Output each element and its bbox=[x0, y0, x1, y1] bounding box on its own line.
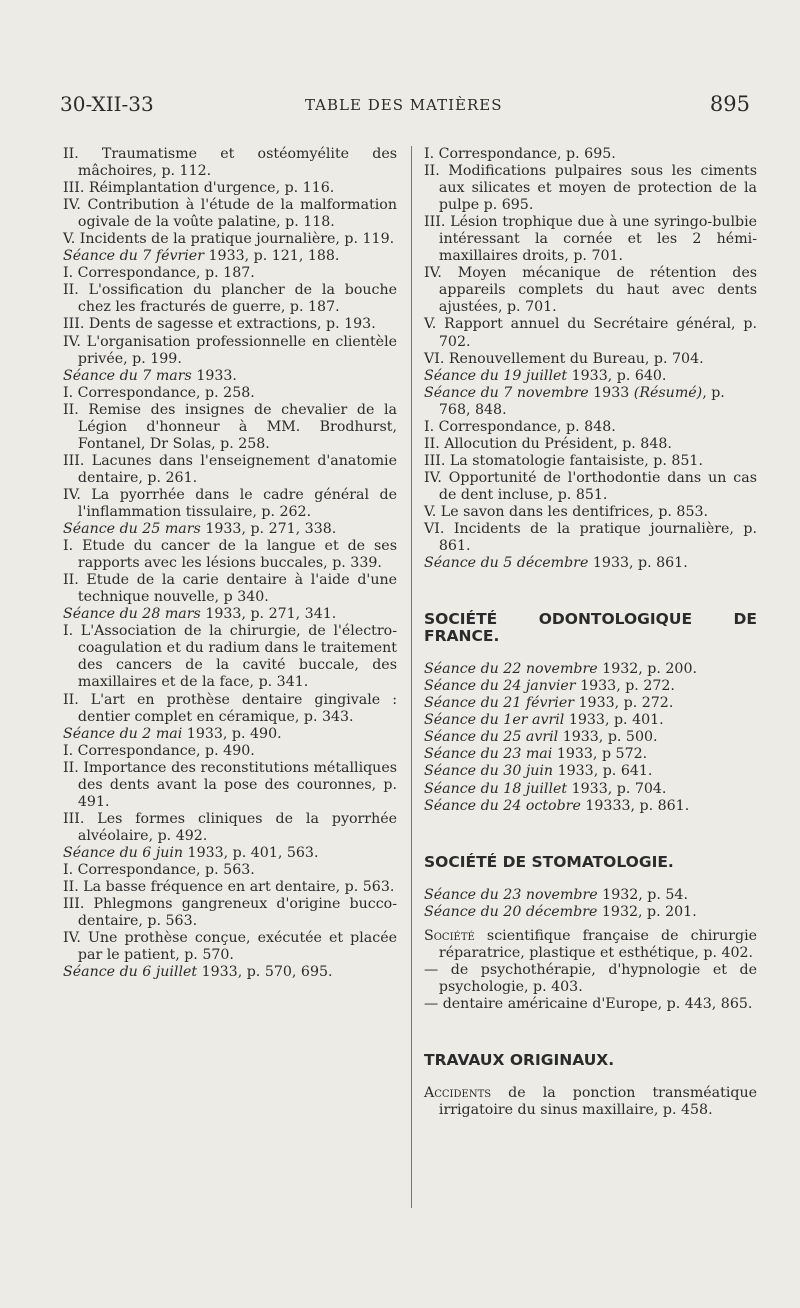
index-entry: III. Phlegmons gangreneux d'origine bucco-dentaire, p. 563. bbox=[63, 896, 397, 930]
seance-pages-extra: , p. 768, 848. bbox=[438, 384, 725, 418]
index-entry: I. Correspondance, p. 258. bbox=[63, 384, 255, 401]
index-entry: III. Réimplantation d'urgence, p. 116. bbox=[63, 180, 335, 197]
seance-date-label: Séance du 5 décembre bbox=[424, 555, 589, 572]
seance-pages: 1933, p. 641. bbox=[553, 763, 653, 780]
index-entry: VI. Incidents de la pratique journalière, p. 861. bbox=[424, 521, 757, 555]
seance-pages: 1933. bbox=[191, 367, 237, 384]
index-entry: VI. Renouvellement du Bureau, p. 704. bbox=[424, 350, 704, 367]
seance-heading bbox=[424, 887, 757, 904]
index-entry: II. Remise des insignes de chevalier de la Légion d'honneur à MM. Brodhurst, Fontanel, Dr Solas, p. 258. bbox=[63, 401, 397, 452]
index-entry: III. Les formes cliniques de la pyorrhée alvéolaire, p. 492. bbox=[63, 810, 397, 844]
seance-heading bbox=[424, 712, 757, 729]
seance-pages: 1933, p. 640. bbox=[567, 367, 667, 384]
seance-heading bbox=[424, 695, 757, 712]
seance-pages: 1933, p 572. bbox=[552, 746, 648, 763]
seance-date-label: Séance du 19 juillet bbox=[424, 367, 568, 384]
seance-heading bbox=[63, 248, 397, 265]
index-entry: IV. Contribution à l'étude de la malformation ogivale de la voûte palatine, p. 118. bbox=[63, 197, 397, 231]
seance-pages: 1932, p. 200. bbox=[597, 661, 697, 678]
seance-date-label: Séance du 21 février bbox=[424, 695, 575, 712]
entry-accidents bbox=[424, 1085, 757, 1119]
societe-sub-entry: — de psychothérapie, d'hypnologie et de psychologie, p. 403. bbox=[424, 961, 757, 995]
index-entry: V. Incidents de la pratique journalière, p. 119. bbox=[63, 231, 395, 248]
seance-pages: 1933, p. 401, 563. bbox=[183, 844, 319, 861]
seance-heading bbox=[424, 798, 757, 815]
seance-pages: 1933, p. 271, 338. bbox=[200, 521, 337, 538]
index-entry: III. Lacunes dans l'enseignement d'anatomie dentaire, p. 261. bbox=[63, 452, 397, 486]
index-entry: I. Correspondance, p. 695. bbox=[424, 146, 616, 162]
seance-date-label: Séance du 23 novembre bbox=[424, 886, 598, 903]
societe-sub-entries bbox=[424, 962, 757, 1013]
index-entry: II. Traumatisme et ostéomyélite des mâchoires, p. 112. bbox=[63, 146, 397, 180]
seance-date-label: Séance du 18 juillet bbox=[424, 780, 568, 797]
index-entry: I. Correspondance, p. 848. bbox=[424, 418, 616, 435]
index-entry: V. Le savon dans les dentifrices, p. 853. bbox=[424, 503, 709, 520]
seance-date-label: Séance du 25 mars bbox=[63, 521, 201, 538]
index-entry: II. L'art en prothèse dentaire gingivale : dentier complet en céramique, p. 343. bbox=[63, 691, 397, 725]
header-date: 30-XII-33 bbox=[60, 92, 154, 116]
column-divider bbox=[411, 146, 412, 1208]
index-entry: II. La basse fréquence en art dentaire, p. 563. bbox=[63, 879, 395, 896]
section-title-stomatologie: SOCIÉTÉ DE STOMATOLOGIE. bbox=[424, 852, 674, 871]
seance-pages: 1933, p. 490. bbox=[182, 725, 282, 742]
right-column-entries bbox=[424, 146, 757, 572]
section-title-travaux: TRAVAUX ORIGINAUX. bbox=[424, 1050, 615, 1069]
seance-date-label: Séance du 7 novembre bbox=[424, 384, 589, 401]
seance-date-label: Séance du 24 janvier bbox=[424, 678, 576, 695]
societe-smallcaps: Société bbox=[424, 927, 475, 944]
seance-date-label: Séance du 28 mars bbox=[63, 606, 201, 623]
seance-heading bbox=[63, 521, 397, 538]
index-entry: II. Etude de la carie dentaire à l'aide d'une technique nouvelle, p 340. bbox=[63, 572, 397, 606]
entry-societe-scientifique bbox=[424, 928, 757, 962]
left-column bbox=[63, 146, 397, 981]
seance-heading bbox=[424, 746, 757, 763]
seance-heading bbox=[63, 606, 397, 623]
index-entry: II. Modifications pulpaires sous les ciments aux silicates et moyen de protection de la pulpe p. 695. bbox=[424, 163, 757, 214]
seance-date-label: Séance du 22 novembre bbox=[424, 661, 598, 678]
societe-sub-entry: — dentaire américaine d'Europe, p. 443, 865. bbox=[424, 995, 753, 1012]
seance-date-label: Séance du 2 mai bbox=[63, 725, 183, 742]
seance-date-label: Séance du 20 décembre bbox=[424, 903, 598, 920]
seance-heading bbox=[424, 781, 757, 798]
seance-pages: 1933, p. 121, 188. bbox=[204, 248, 340, 265]
seance-pages: 1933, p. 272. bbox=[575, 678, 675, 695]
seance-pages: 1932, p. 54. bbox=[597, 886, 688, 903]
page-number: 895 bbox=[709, 92, 750, 116]
seance-note: (Résumé) bbox=[633, 384, 703, 401]
seance-heading bbox=[63, 964, 397, 981]
seance-heading bbox=[63, 726, 397, 743]
index-entry: III. Lésion trophique due à une syringo-bulbie intéressant la cornée et les 2 hémi-maxillaires droits, p. 701. bbox=[424, 214, 757, 265]
index-entry: I. L'Association de la chirurgie, de l'électro-coagulation et du radium dans le traitement des cancers de la cavité buccale, des maxillaires et de la face, p. 341. bbox=[63, 623, 397, 691]
seance-date-label: Séance du 7 février bbox=[63, 248, 204, 265]
seance-heading bbox=[424, 904, 757, 921]
index-entry: II. Importance des reconstitutions métalliques des dents avant la pose des couronnes, p. 491. bbox=[63, 759, 397, 810]
seance-pages: 1932, p. 201. bbox=[597, 903, 697, 920]
index-entry: IV. Une prothèse conçue, exécutée et placée par le patient, p. 570. bbox=[63, 930, 397, 964]
societe-text: scientifique française de chirurgie réparatrice, plastique et esthétique, p. 402. bbox=[438, 927, 757, 961]
seance-date-label: Séance du 6 juillet bbox=[63, 964, 198, 981]
stomatologie-seance-list bbox=[424, 887, 757, 921]
page-header bbox=[60, 92, 750, 122]
right-column bbox=[424, 146, 757, 1119]
seance-pages: 1933, p. 500. bbox=[558, 729, 658, 746]
index-entry: I. Correspondance, p. 563. bbox=[63, 861, 255, 878]
index-entry: III. La stomatologie fantaisiste, p. 851. bbox=[424, 452, 703, 469]
seance-pages: 1933, p. 570, 695. bbox=[197, 964, 333, 981]
index-entry: IV. La pyorrhée dans le cadre général de l'inflammation tissulaire, p. 262. bbox=[63, 486, 397, 520]
index-entry: II. L'ossification du plancher de la bouche chez les fracturés de guerre, p. 187. bbox=[63, 282, 397, 316]
index-entry: IV. Opportunité de l'orthodontie dans un cas de dent incluse, p. 851. bbox=[424, 469, 757, 503]
seance-heading bbox=[424, 368, 757, 385]
index-entry: IV. Moyen mécanique de rétention des appareils complets du haut avec dents ajustées, p. 701. bbox=[424, 265, 757, 316]
seance-heading bbox=[424, 385, 757, 419]
header-title: TABLE DES MATIÈRES bbox=[305, 96, 503, 114]
seance-date-label: Séance du 6 juin bbox=[63, 844, 184, 861]
index-entry: II. Allocution du Président, p. 848. bbox=[424, 435, 672, 452]
index-entry: I. Correspondance, p. 490. bbox=[63, 742, 255, 759]
seance-heading bbox=[424, 661, 757, 678]
seance-pages: 1933 bbox=[588, 384, 634, 401]
seance-pages: 1933, p. 861. bbox=[588, 555, 688, 572]
index-entry: I. Etude du cancer de la langue et de ses rapports avec les lésions buccales, p. 339. bbox=[63, 538, 397, 572]
index-entry: I. Correspondance, p. 187. bbox=[63, 265, 255, 282]
seance-pages: 1933, p. 704. bbox=[567, 780, 667, 797]
index-entry: IV. L'organisation professionnelle en clientèle privée, p. 199. bbox=[63, 333, 397, 367]
seance-date-label: Séance du 7 mars bbox=[63, 367, 192, 384]
seance-date-label: Séance du 25 avril bbox=[424, 729, 559, 746]
seance-heading bbox=[63, 845, 397, 862]
index-entry: V. Rapport annuel du Secrétaire général, p. 702. bbox=[424, 316, 757, 350]
seance-date-label: Séance du 23 mai bbox=[424, 746, 553, 763]
accidents-text: de la ponction transméatique irrigatoire du sinus maxillaire, p. 458. bbox=[438, 1084, 757, 1118]
seance-pages: 1933, p. 401. bbox=[564, 712, 664, 729]
seance-heading bbox=[424, 555, 757, 572]
seance-pages: 1933, p. 271, 341. bbox=[200, 606, 337, 623]
seance-heading bbox=[424, 678, 757, 695]
seance-heading bbox=[424, 729, 757, 746]
seance-pages: 19333, p. 861. bbox=[580, 797, 690, 814]
seance-date-label: Séance du 24 octobre bbox=[424, 797, 581, 814]
odontologique-seance-list bbox=[424, 661, 757, 814]
section-title-odontologique: SOCIÉTÉ ODONTOLOGIQUE DE FRANCE. bbox=[424, 610, 757, 646]
seance-date-label: Séance du 1er avril bbox=[424, 712, 565, 729]
seance-pages: 1933, p. 272. bbox=[574, 695, 674, 712]
seance-heading bbox=[63, 368, 397, 385]
accidents-smallcaps: Accidents bbox=[424, 1084, 492, 1101]
seance-date-label: Séance du 30 juin bbox=[424, 763, 554, 780]
index-entry: III. Dents de sagesse et extractions, p. 193. bbox=[63, 316, 376, 333]
seance-heading bbox=[424, 763, 757, 780]
